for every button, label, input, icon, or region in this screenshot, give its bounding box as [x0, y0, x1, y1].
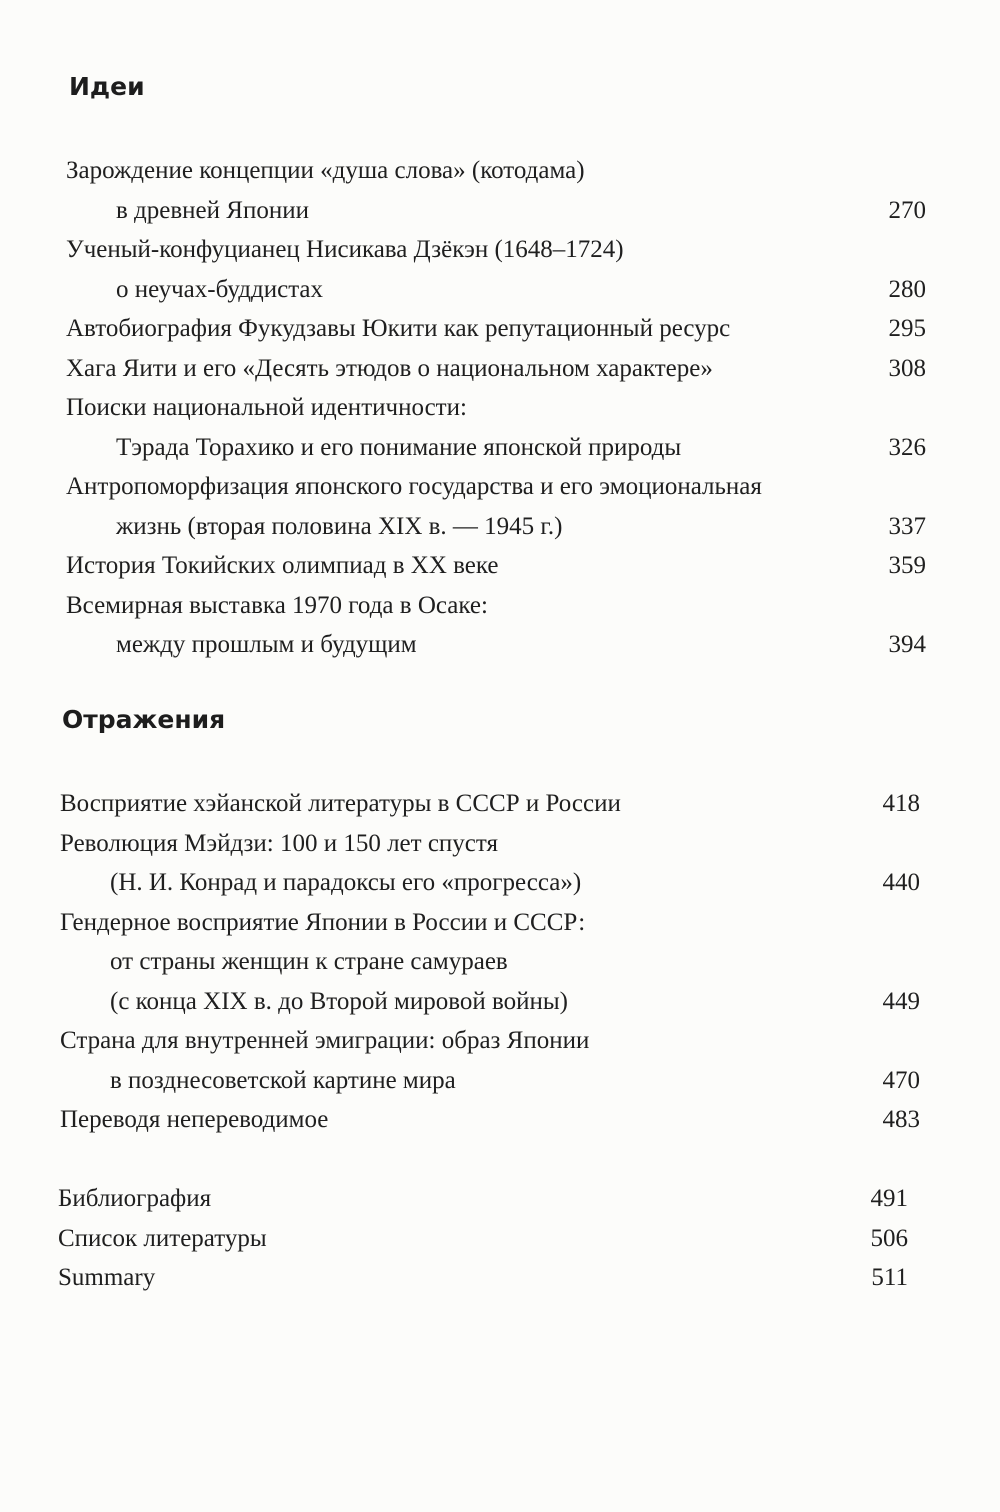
toc-page-number: 308 — [888, 354, 926, 382]
toc-entry — [66, 546, 926, 586]
toc-entry-title-continued: между прошлым и будущим — [116, 631, 417, 658]
toc-entry-title: Список литературы — [58, 1224, 267, 1252]
toc-entry-title: История Токийских олимпиад в XX веке — [66, 552, 499, 579]
toc-page-number: 491 — [870, 1185, 908, 1212]
toc-entry — [58, 1219, 908, 1259]
toc-entry-title: Summary — [58, 1264, 156, 1291]
toc-entry — [58, 1258, 908, 1298]
toc-page-number: 280 — [888, 275, 926, 303]
toc-entry — [66, 309, 926, 349]
toc-page-number: 511 — [871, 1264, 908, 1291]
toc-entry-title-continued: о неучах-буддистах — [116, 275, 324, 303]
toc-entry-title-continued: в древней Японии — [116, 196, 309, 224]
toc-entry-title: Поиски национальной идентичности: — [66, 394, 467, 421]
toc-entry-title-continued: от страны женщин к стране самураев — [110, 948, 508, 975]
toc-page-number: 440 — [882, 869, 920, 896]
toc-entry — [58, 1179, 908, 1219]
toc-entry — [66, 349, 926, 389]
toc-page-number: 506 — [870, 1224, 908, 1252]
toc-entry-title-continued: Тэрада Торахико и его понимание японской природы — [116, 433, 682, 461]
toc-entry — [60, 1100, 920, 1140]
toc-back-matter — [58, 1179, 908, 1298]
toc-page-number: 483 — [882, 1106, 920, 1133]
toc-section-ideas — [66, 151, 926, 665]
toc-entry-title: Гендерное восприятие Японии в России и СССР: — [60, 908, 586, 936]
toc-page-number: 470 — [882, 1066, 920, 1094]
toc-entry-title: Всемирная выставка 1970 года в Осаке: — [66, 591, 488, 619]
toc-entry — [66, 586, 926, 665]
toc-entry-title: Переводя непереводимое — [60, 1106, 329, 1133]
toc-entry-title-continued: жизнь (вторая половина XIX в. — 1945 г.) — [116, 512, 563, 540]
toc-entry — [60, 903, 920, 1022]
toc-entry-title: Зарождение концепции «душа слова» (котодама) — [66, 157, 585, 184]
toc-page-number: 270 — [888, 196, 926, 224]
toc-entry — [60, 824, 920, 903]
toc-entry-title: Хага Яити и его «Десять этюдов о национальном характере» — [66, 354, 713, 382]
toc-entry-title: Ученый-конфуцианец Нисикава Дзёкэн (1648–1724) — [66, 236, 624, 263]
section-heading-ideas: Идеи — [69, 72, 145, 101]
toc-entry-title: Революция Мэйдзи: 100 и 150 лет спустя — [60, 829, 498, 857]
toc-page-number: 337 — [888, 512, 926, 540]
toc-entry — [66, 151, 926, 230]
toc-page-number: 394 — [888, 631, 926, 658]
toc-page-number: 418 — [882, 790, 920, 817]
toc-page-number: 326 — [888, 433, 926, 461]
toc-entry — [60, 784, 920, 824]
toc-page-number: 295 — [888, 315, 926, 342]
toc-entry-title: Антропоморфизация японского государства и его эмоциональная — [66, 473, 762, 500]
toc-entry-title-continued: (с конца XIX в. до Второй мировой войны) — [110, 987, 568, 1015]
toc-entry-title: Страна для внутренней эмиграции: образ Японии — [60, 1027, 590, 1054]
toc-entry-title-continued: (Н. И. Конрад и парадоксы его «прогресса») — [110, 869, 582, 896]
toc-section-reflections — [60, 784, 920, 1140]
toc-entry — [66, 230, 926, 309]
toc-entry — [66, 467, 926, 546]
toc-page-number: 449 — [882, 987, 920, 1015]
toc-entry-title: Восприятие хэйанской литературы в СССР и России — [60, 790, 621, 817]
toc-entry-title-continued: в позднесоветской картине мира — [110, 1066, 456, 1094]
toc-entry-title: Библиография — [58, 1185, 212, 1212]
section-heading-reflections: Отражения — [62, 705, 226, 734]
toc-entry — [66, 388, 926, 467]
toc-entry-title: Автобиография Фукудзавы Юкити как репутационный ресурс — [66, 315, 731, 342]
toc-page-number: 359 — [888, 552, 926, 579]
toc-entry — [60, 1021, 920, 1100]
